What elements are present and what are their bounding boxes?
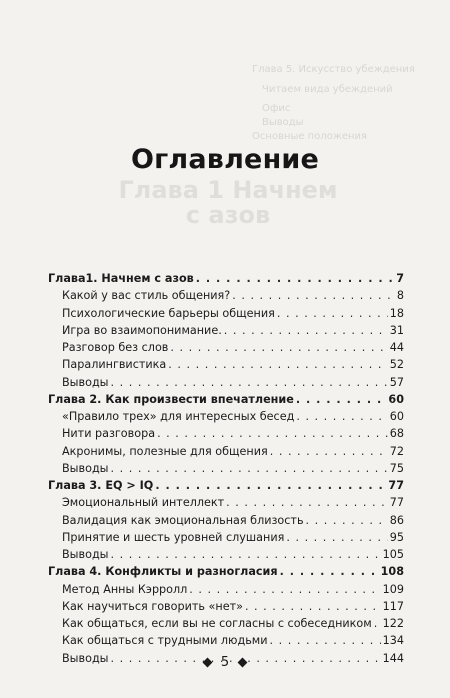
toc-entry-page: 95 (389, 530, 404, 544)
toc-entry-page: 72 (389, 444, 404, 458)
bleed-row: Офис (262, 103, 291, 114)
bleed-row: Выводы (262, 117, 304, 128)
toc-section-row (48, 307, 404, 324)
page-title: Оглавление (130, 144, 320, 175)
toc-section-row (48, 531, 404, 548)
toc-entry-page: 77 (388, 479, 404, 492)
toc-section-row (48, 358, 404, 375)
toc-entry-title: Глава 2. Как произвести впечатление (48, 392, 294, 406)
toc-entry-page: 8 (396, 289, 404, 303)
bleed-row: Основные положения (252, 131, 368, 142)
toc-section-row (48, 514, 404, 531)
toc-entry-title: Эмоциональный интеллект (62, 496, 225, 510)
toc-section-row (48, 548, 404, 565)
toc-chapter-row (48, 272, 404, 289)
toc-entry-page: 144 (382, 651, 404, 665)
toc-entry-page: 60 (388, 392, 404, 406)
toc-entry-page: 108 (380, 565, 404, 579)
toc-leader-dots (270, 634, 381, 647)
toc-section-row (48, 583, 404, 600)
toc-entry-title: Глава 3. EQ > IQ (48, 479, 154, 492)
toc-entry-title: Паралингвистика (62, 358, 167, 372)
toc-leader-dots (111, 376, 388, 389)
toc-entry-page: 68 (389, 427, 404, 441)
toc-leader-dots (111, 462, 388, 475)
toc-entry-page: 109 (382, 582, 404, 596)
toc-leader-dots (270, 445, 388, 458)
toc-leader-dots (296, 410, 387, 423)
toc-section-row (48, 289, 404, 306)
toc-section-row (48, 617, 404, 634)
toc-section-row (48, 600, 404, 617)
toc-entry-title: Выводы (62, 548, 109, 561)
bleed-row: Глава 5. Искусство убеждения (252, 64, 415, 75)
toc-leader-dots (280, 565, 379, 578)
toc-entry-title: Как общаться с трудными людьми (62, 634, 268, 648)
toc-entry-title: Разговор без слов (62, 341, 169, 354)
toc-leader-dots (232, 289, 395, 302)
toc-entry-title: Игра во взаимопонимание. (62, 323, 222, 337)
toc-section-row (48, 427, 404, 444)
toc-leader-dots (168, 358, 387, 371)
toc-entry-page: 122 (382, 617, 404, 630)
toc-entry-title: Выводы (62, 461, 109, 475)
toc-entry-title: Нити разговора (62, 427, 156, 441)
bleed-row: Читаем вида убеждений (262, 84, 393, 95)
toc-entry-title: Как научиться говорить «нет» (62, 599, 243, 613)
toc-leader-dots (245, 600, 381, 613)
table-of-contents (48, 272, 404, 669)
toc-leader-dots (224, 324, 388, 337)
toc-section-row (48, 410, 404, 427)
toc-entry-title: Выводы (62, 651, 109, 665)
diamond-ornament-icon (202, 658, 212, 668)
toc-entry-page: 75 (389, 461, 404, 475)
toc-section-row (48, 496, 404, 513)
toc-section-row (48, 634, 404, 651)
toc-leader-dots (157, 427, 388, 440)
toc-section-row (48, 445, 404, 462)
toc-entry-page: 18 (389, 306, 404, 320)
toc-leader-dots (155, 479, 386, 492)
page-footer (0, 655, 450, 670)
toc-leader-dots (196, 272, 394, 285)
toc-leader-dots (277, 307, 388, 320)
toc-chapter-row (48, 479, 404, 496)
toc-entry-title: Метод Анны Кэрролл (62, 582, 188, 596)
toc-entry-page: 7 (396, 272, 404, 285)
page-number: 5 (220, 655, 230, 670)
toc-entry-page: 117 (382, 599, 404, 613)
toc-section-row (48, 462, 404, 479)
toc-entry-title: Какой у вас стиль общения? (62, 289, 231, 303)
toc-leader-dots (189, 583, 380, 596)
toc-entry-title: Выводы (62, 375, 109, 389)
toc-chapter-row (48, 393, 404, 410)
toc-entry-title: Акронимы, полезные для общения (62, 444, 268, 458)
toc-entry-title: Валидация как эмоциональная близость (62, 513, 304, 527)
toc-entry-title: Принятие и шесть уровней слушания (62, 530, 285, 544)
toc-entry-page: 44 (389, 341, 404, 354)
toc-chapter-row (48, 565, 404, 582)
toc-entry-page: 86 (389, 513, 404, 527)
toc-entry-page: 134 (382, 634, 404, 648)
toc-section-row (48, 376, 404, 393)
diamond-ornament-icon (238, 658, 248, 668)
toc-entry-page: 77 (389, 496, 404, 510)
toc-entry-title: Психологические барьеры общения (62, 306, 275, 320)
toc-entry-title: Как общаться, если вы не согласны с собеседником (62, 617, 372, 630)
toc-entry-page: 52 (389, 358, 404, 372)
toc-leader-dots (111, 548, 381, 561)
bleed-title: Глава 1 Начнем с азов (118, 176, 338, 230)
toc-leader-dots (286, 531, 387, 544)
toc-entry-title: Глава 4. Конфликты и разногласия (48, 565, 278, 579)
toc-entry-title: «Правило трех» для интересных бесед (62, 410, 295, 423)
toc-leader-dots (374, 617, 381, 630)
toc-entry-page: 60 (389, 410, 404, 423)
toc-leader-dots (296, 393, 387, 406)
toc-leader-dots (170, 341, 387, 354)
toc-entry-page: 31 (389, 323, 404, 337)
toc-entry-page: 57 (389, 375, 404, 389)
toc-entry-page: 105 (382, 548, 404, 561)
toc-leader-dots (226, 496, 388, 509)
toc-section-row (48, 324, 404, 341)
toc-section-row (48, 341, 404, 358)
toc-leader-dots (306, 514, 388, 527)
toc-entry-title: Глава1. Начнем с азов (48, 272, 194, 285)
